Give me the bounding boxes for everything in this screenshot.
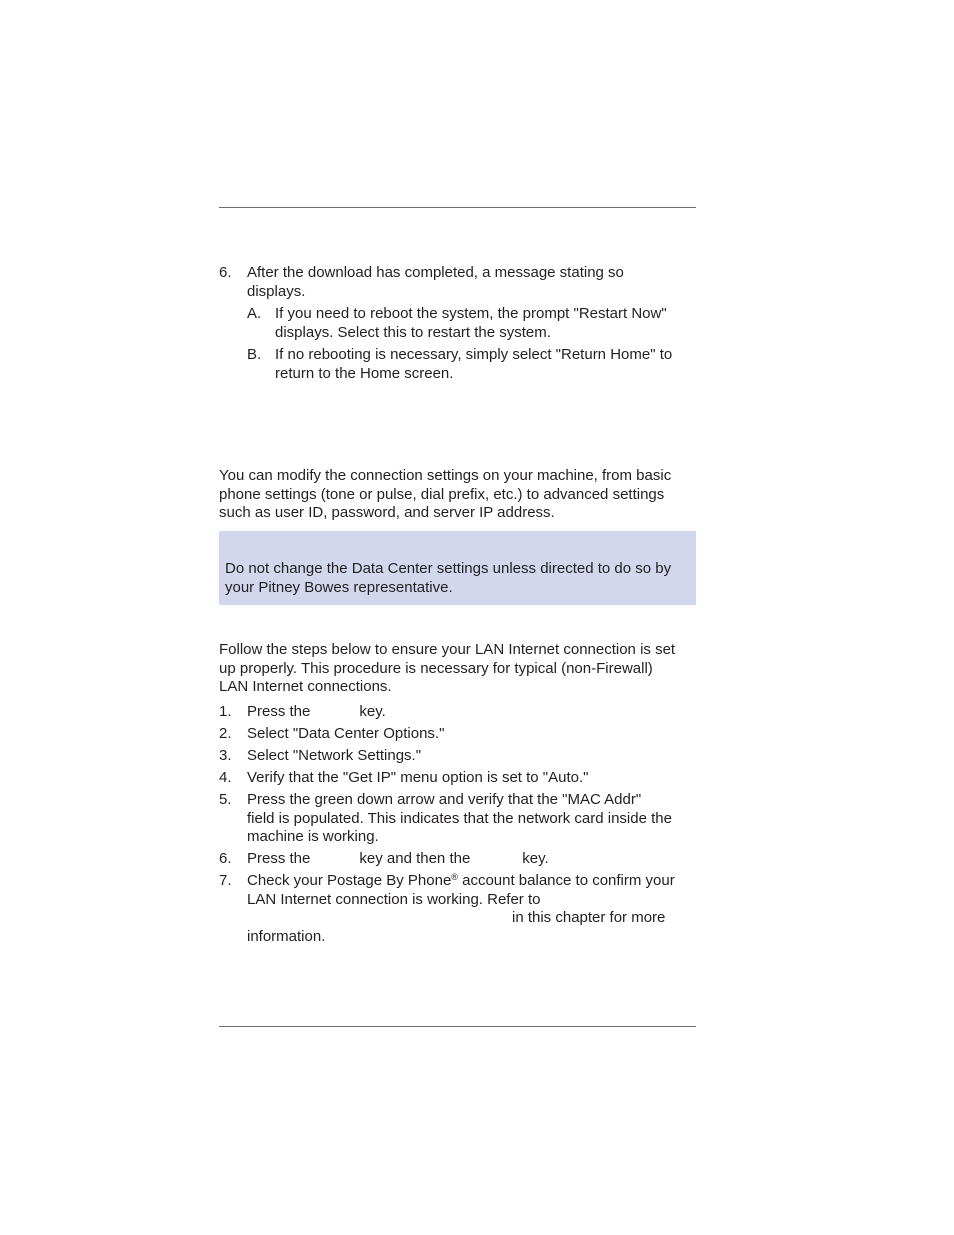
- step-number: 3.: [219, 747, 232, 764]
- connection-settings-intro: You can modify the connection settings on your machine, from basic phone settings (tone or pulse, dial prefix, etc.) to advanced settings such as user ID, password, and server IP address.: [219, 467, 672, 522]
- step-text: Select "Network Settings.": [247, 747, 422, 764]
- step-text: After the download has completed, a message stating so displays.: [247, 264, 624, 300]
- substep-text: If no rebooting is necessary, simply select "Return Home" to return to the Home screen.: [275, 346, 673, 382]
- footer-rule: [219, 1026, 696, 1027]
- step-text: Verify that the "Get IP" menu option is set to "Auto.": [247, 769, 589, 786]
- header-rule: [219, 207, 696, 208]
- step-number: 5.: [219, 791, 232, 808]
- step-number: 6.: [219, 264, 232, 281]
- note-text: Do not change the Data Center settings unless directed to do so by your Pitney Bowes representative.: [225, 560, 672, 596]
- substep-letter: A.: [247, 305, 262, 322]
- step-text: Check your Postage By Phone® account balance to confirm your LAN Internet connection is working. Refer to in this chapter for more information.: [247, 872, 675, 945]
- substep-text: If you need to reboot the system, the prompt "Restart Now" displays. Select this to restart the system.: [275, 305, 667, 341]
- step-number: 4.: [219, 769, 232, 786]
- substep-letter: B.: [247, 346, 262, 363]
- registered-mark: ®: [451, 872, 458, 882]
- note-box: [219, 531, 696, 605]
- lan-intro: Follow the steps below to ensure your LAN Internet connection is set up properly. This procedure is necessary for typical (non-Firewall) LAN Internet connections.: [219, 641, 676, 696]
- step-text: Select "Data Center Options.": [247, 725, 445, 742]
- step-number: 1.: [219, 703, 232, 720]
- step-text: Press the key and then the key.: [247, 850, 549, 867]
- step-number: 7.: [219, 872, 232, 889]
- step-text: Press the key.: [247, 703, 386, 720]
- step-number: 2.: [219, 725, 232, 742]
- step-number: 6.: [219, 850, 232, 867]
- step-text: Press the green down arrow and verify that the "MAC Addr" field is populated. This indicates that the network card inside the machine is working.: [247, 791, 672, 846]
